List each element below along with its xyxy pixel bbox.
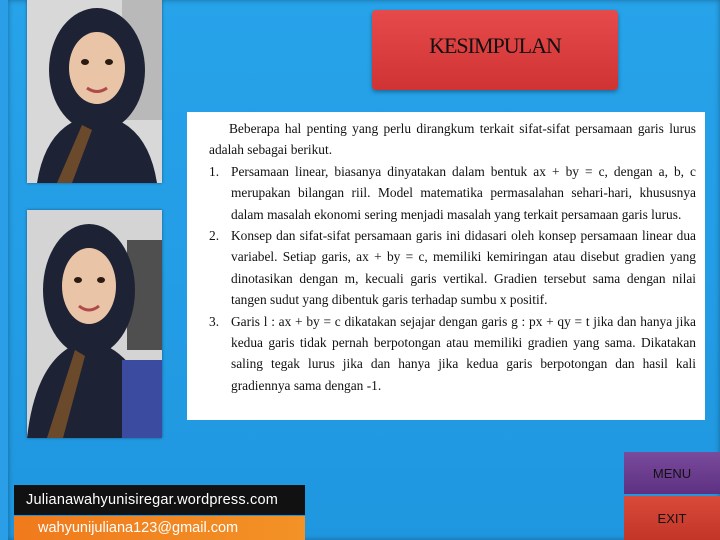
list-item-number: 1. [209,163,220,179]
list-item [209,311,696,397]
conclusion-list [209,161,696,396]
page-title: KESIMPULAN [429,33,561,58]
exit-button[interactable]: EXIT [624,496,720,540]
list-item [209,225,696,311]
list-item-number: 2. [209,228,220,244]
email-link[interactable]: wahyunijuliana123@gmail.com [14,516,305,540]
list-item-text: Konsep dan sifat-sifat persamaan garis ini didasari oleh konsep persamaan linear dua variabel. Setiap garis, ax + by = c, memiliki kemiringan atau disebut gradien yang dinotasikan dengan m, kecuali garis vertikal. Gradien tersebut sama dengan nilai tangen sudut yang dibentuk garis terhadap sumbu x positif. [231,228,696,308]
content-panel [187,112,705,420]
list-item-text: Persamaan linear, biasanya dinyatakan dalam bentuk ax + by = c, dengan a, b, c merupakan bilangan riil. Model matematika permasalahan sehari-hari, khususnya dalam masalah ekonomi sering menjadi masalah yang terkait persamaan garis lurus. [231,163,696,222]
list-item-text: Garis l : ax + by = c dikatakan sejajar dengan garis g : px + qy = t jika dan hanya jika kedua garis tidak pernah berpotongan atau memiliki gradien yang sama. Dikatakan saling tegak lurus jika dan hanya jika kedua garis berpotongan dan hasil kali gradiennya sama dengan -1. [231,313,696,393]
intro-paragraph: Beberapa hal penting yang perlu dirangkum terkait sifat-sifat persamaan garis lurus adalah sebagai berikut. [209,121,696,158]
author-photo-top [27,0,162,183]
menu-button[interactable]: MENU [624,452,720,494]
title-banner [372,10,618,90]
portrait-image-icon [27,210,162,438]
list-item-number: 3. [209,313,220,329]
blog-link[interactable]: Julianawahyunisiregar.wordpress.com [14,485,305,515]
portrait-image-icon [27,0,162,183]
author-photo-bottom [27,210,162,438]
list-item [209,161,696,225]
